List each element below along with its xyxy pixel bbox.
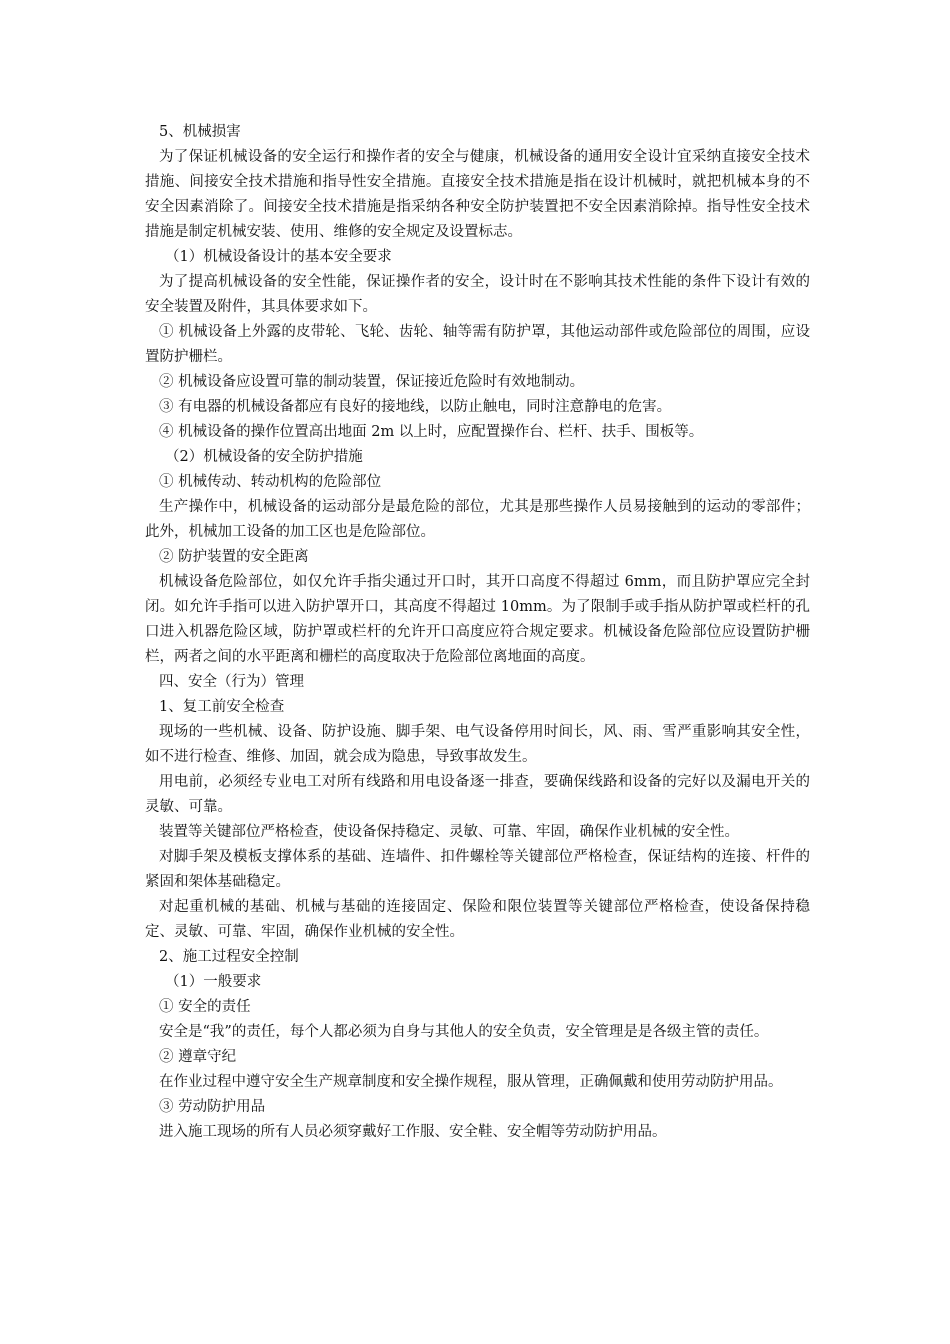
body-paragraph: 生产操作中，机械设备的运动部分是最危险的部位，尤其是那些操作人员易接触到的运动的零部件；此外，机械加工设备的加工区也是危险部位。 [145,499,810,540]
subsection-heading: （2）机械设备的安全防护措施 [165,449,363,465]
body-paragraph: 安全是“我”的责任，每个人都必须为自身与其他人的安全负责，安全管理是是各级主管的责任。 [159,1024,769,1040]
body-paragraph: ③ 有电器的机械设备都应有良好的接地线，以防止触电，同时注意静电的危害。 [159,399,672,415]
body-paragraph: 为了保证机械设备的安全运行和操作者的安全与健康，机械设备的通用安全设计宜采纳直接安全技术措施、间接安全技术措施和指导性安全措施。直接安全技术措施是指在设计机械时，就把机械本身的不安全因素消除了。间接安全技术措施是指采纳各种安全防护装置把不安全因素消除掉。指导性安全技术措施是制定机械安装、使用、维修的安全规定及设置标志。 [145,149,810,240]
body-paragraph: ③ 劳动防护用品 [159,1099,266,1115]
body-paragraph: 在作业过程中遵守安全生产规章制度和安全操作规程，服从管理，正确佩戴和使用劳动防护用品。 [159,1074,783,1090]
body-paragraph: ④ 机械设备的操作位置高出地面 2m 以上时，应配置操作台、栏杆、扶手、围板等。 [159,424,704,440]
body-paragraph: ① 机械传动、转动机构的危险部位 [159,474,382,490]
section-heading: 四、安全（行为）管理 [159,674,304,690]
document-body [145,120,810,1145]
body-paragraph: 用电前，必须经专业电工对所有线路和用电设备逐一排查，要确保线路和设备的完好以及漏电开关的灵敏、可靠。 [145,774,810,815]
body-paragraph: 机械设备危险部位，如仅允许手指尖通过开口时，其开口高度不得超过 6mm，而且防护罩应完全封闭。如允许手指可以进入防护罩开口，其高度不得超过 10mm。为了限制手或手指从防护罩或栏杆的孔口进入机器危险区域，防护罩或栏杆的允许开口高度应符合规定要求。机械设备危险部位应设置防护栅栏，两者之间的水平距离和栅栏的高度取决于危险部位离地面的高度。 [145,574,810,665]
section-heading: 5、机械损害 [159,124,241,140]
body-paragraph: 对起重机械的基础、机械与基础的连接固定、保险和限位装置等关键部位严格检查，使设备保持稳定、灵敏、可靠、牢固，确保作业机械的安全性。 [145,899,810,940]
body-paragraph: ② 防护装置的安全距离 [159,549,309,565]
body-paragraph: ① 安全的责任 [159,999,251,1015]
subsection-heading: （1）一般要求 [165,974,262,990]
body-paragraph: 为了提高机械设备的安全性能，保证操作者的安全，设计时在不影响其技术性能的条件下设计有效的安全装置及附件，其具体要求如下。 [145,274,810,315]
subsection-heading: （1）机械设备设计的基本安全要求 [165,249,392,265]
body-paragraph: 对脚手架及模板支撑体系的基础、连墙件、扣件螺栓等关键部位严格检查，保证结构的连接、杆件的紧固和架体基础稳定。 [145,849,810,890]
body-paragraph: ② 机械设备应设置可靠的制动装置，保证接近危险时有效地制动。 [159,374,585,390]
body-paragraph: 现场的一些机械、设备、防护设施、脚手架、电气设备停用时间长，风、雨、雪严重影响其安全性，如不进行检查、维修、加固，就会成为隐患，导致事故发生。 [145,724,810,765]
body-paragraph: 进入施工现场的所有人员必须穿戴好工作服、安全鞋、安全帽等劳动防护用品。 [159,1124,667,1140]
section-heading: 1、复工前安全检查 [159,699,285,715]
body-paragraph: ② 遵章守纪 [159,1049,237,1065]
body-paragraph: 装置等关键部位严格检查，使设备保持稳定、灵敏、可靠、牢固，确保作业机械的安全性。 [159,824,739,840]
section-heading: 2、施工过程安全控制 [159,949,299,965]
body-paragraph: ① 机械设备上外露的皮带轮、飞轮、齿轮、轴等需有防护罩，其他运动部件或危险部位的周围，应设置防护栅栏。 [145,324,810,365]
